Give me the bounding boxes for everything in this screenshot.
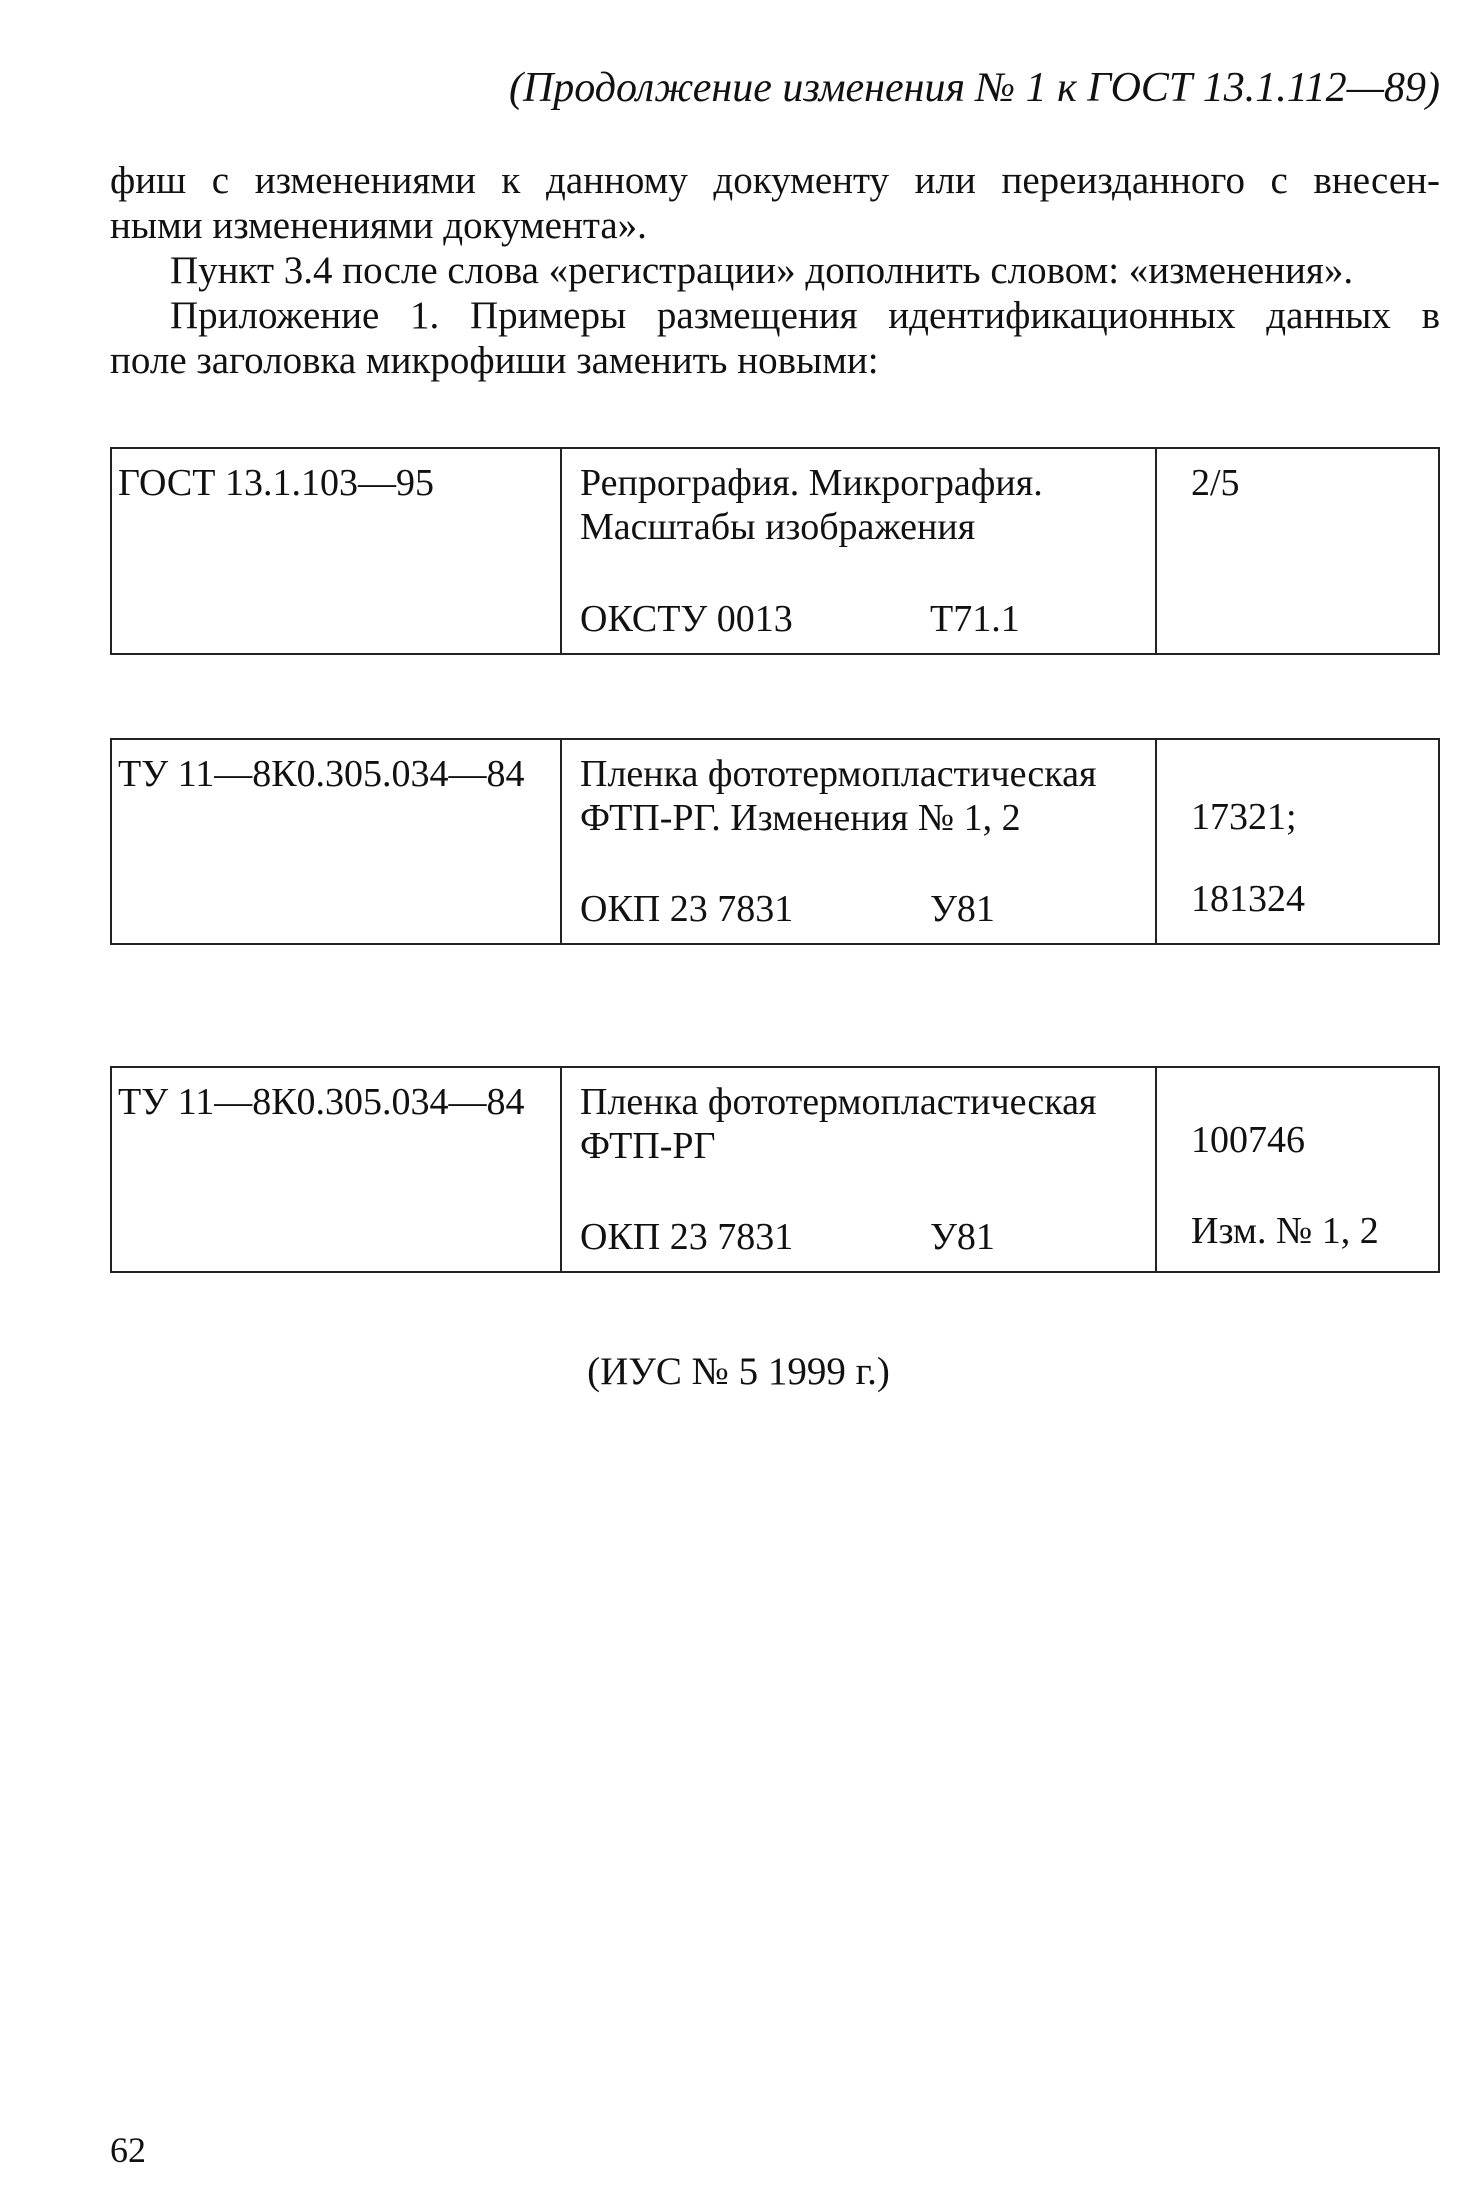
designation-text: ГОСТ 13.1.103—95 [118,462,434,504]
designation-cell [112,1068,562,1271]
identification-table-2 [110,738,1440,945]
group-code: У81 [930,888,995,930]
number-cell [1157,1068,1438,1271]
codes-row [580,1215,1147,1259]
number-top: 17321; [1191,796,1297,838]
designation-cell [112,449,562,653]
number-top: 100746 [1191,1119,1305,1161]
paragraph-1-line-1: фиш с изменениями к данному документу или переизданного с внесен- [110,159,1440,202]
page-number: 62 [110,2130,146,2170]
paragraph-1-line-2: ными изменениями документа». [110,204,647,247]
designation-text: ТУ 11—8К0.305.034—84 [118,753,525,795]
title-line-1: Репрография. Микрография. [580,462,1043,504]
designation-text: ТУ 11—8К0.305.034—84 [118,1081,525,1123]
title-cell [562,740,1157,943]
group-code: Т71.1 [930,598,1020,640]
title-line-2: ФТП-РГ [580,1125,716,1167]
number-bottom: 181324 [1191,878,1305,920]
codes-row [580,597,1147,641]
identification-table-3 [110,1066,1440,1273]
classifier-code: ОКП 23 7831 [580,1216,794,1258]
number-cell [1157,449,1438,653]
body-text [110,158,1440,383]
title-line-2: Масштабы изображения [580,506,976,548]
source-note: (ИУС № 5 1999 г.) [587,1350,890,1393]
title-line-1: Пленка фототермопластическая [580,753,1097,795]
classifier-code: ОКП 23 7831 [580,888,794,930]
number-top: 2/5 [1191,462,1240,504]
identification-table-1 [110,447,1440,655]
number-bottom: Изм. № 1, 2 [1191,1210,1379,1252]
paragraph-3-line-1: Приложение 1. Примеры размещения идентификационных данных в [170,294,1440,337]
running-header: (Продолжение изменения № 1 к ГОСТ 13.1.112—89) [508,65,1440,111]
paragraph-2-line-1: Пункт 3.4 после слова «регистрации» дополнить словом: «изменения». [170,249,1354,292]
title-line-1: Пленка фототермопластическая [580,1081,1097,1123]
number-cell [1157,740,1438,943]
designation-cell [112,740,562,943]
codes-row [580,887,1147,931]
classifier-code: ОКСТУ 0013 [580,598,793,640]
paragraph-3-line-2: поле заголовка микрофиши заменить новыми: [110,339,879,382]
group-code: У81 [930,1216,995,1258]
title-line-2: ФТП-РГ. Изменения № 1, 2 [580,797,1021,839]
title-cell [562,1068,1157,1271]
title-cell [562,449,1157,653]
